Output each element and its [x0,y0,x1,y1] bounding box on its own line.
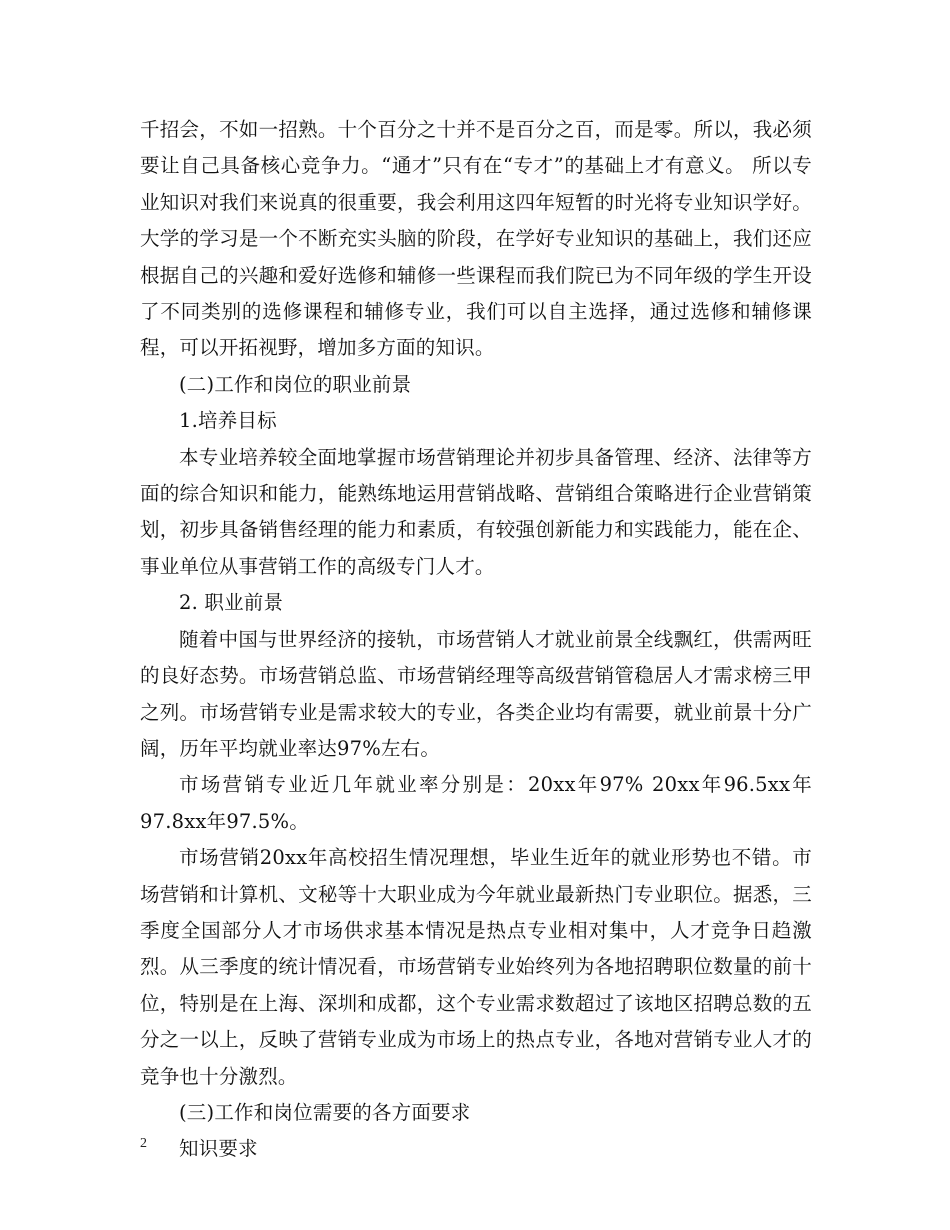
paragraph-enrollment-situation: 市场营销20xx年高校招生情况理想，毕业生近年的就业形势也不错。市场营销和计算机、文秘等十大职业成为今年就业最新热门专业职位。据悉，三季度全国部分人才市场供求基本情况是热点专业相对集中，人才竞争日趋激烈。从三季度的统计情况看，市场营销专业始终列为各地招聘职位数量的前十位，特别是在上海、深圳和成都，这个专业需求数超过了该地区招聘总数的五分之一以上，反映了营销专业成为市场上的热点专业，各地对营销专业人才的竞争也十分激烈。 [140,846,812,1088]
page-number: 2 [140,1136,147,1151]
subheading-training-goal: 1.培养目标 [179,409,277,433]
paragraph-continuation: 千招会，不如一招熟。十个百分之十并不是百分之百，而是零。所以，我必须要让自己具备核心竞争力。“通才”只有在“专才”的基础上才有意义。 所以专业知识对我们来说真的很重要，我会利用这四年短暂的时光将专业知识学好。大学的学习是一个不断充实头脑的阶段，在学好专业知识的基础上，我们还应根据自己的兴趣和爱好选修和辅修一些课程而我们院已为不同年级的学生开设了不同类别的选修课程和辅修专业，我们可以自主选择，通过选修和辅修课程，可以开拓视野，增加多方面的知识。 [140,118,812,360]
paragraph-training-goal: 本专业培养较全面地掌握市场营销理论并初步具备管理、经济、法律等方面的综合知识和能力，能熟练地运用营销战略、营销组合策略进行企业营销策划，初步具备销售经理的能力和素质，有较强创新能力和实践能力，能在企、事业单位从事营销工作的高级专门人才。 [140,445,812,578]
paragraph-career-outlook: 随着中国与世界经济的接轨，市场营销人才就业前景全线飘红，供需两旺的良好态势。市场营销总监、市场营销经理等高级营销管稳居人才需求榜三甲之列。市场营销专业是需求较大的专业，各类企业均有需要，就业前景十分广阔，历年平均就业率达97%左右。 [140,627,812,760]
subheading-knowledge-requirements: 知识要求 [179,1137,258,1161]
section-heading-requirements: (三)工作和岗位需要的各方面要求 [179,1100,471,1124]
section-heading-career-prospects: (二)工作和岗位的职业前景 [179,372,412,396]
subheading-career-outlook: 2. 职业前景 [179,591,284,615]
document-body [140,112,812,1168]
paragraph-employment-rates: 市场营销专业近几年就业率分别是：20xx年97% 20xx年96.5xx年97.8xx年97.5%。 [140,773,812,833]
